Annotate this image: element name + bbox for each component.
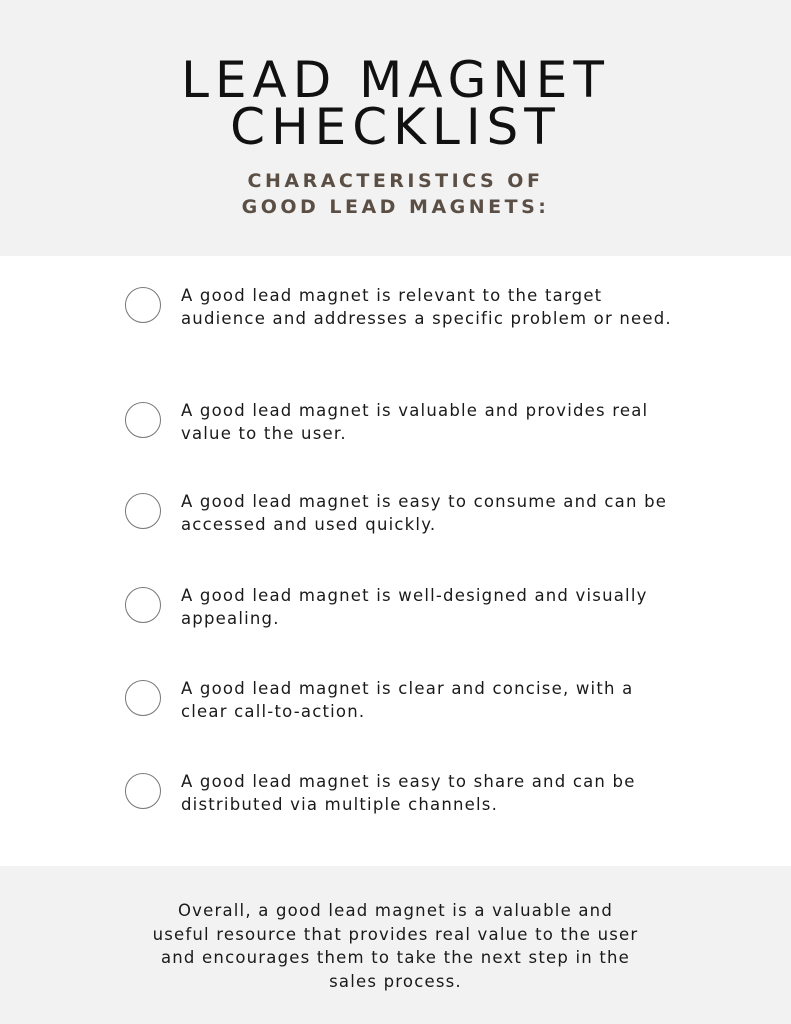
checkbox-circle[interactable] xyxy=(125,773,161,809)
checkbox-circle[interactable] xyxy=(125,402,161,438)
page-title-line-1: LEAD MAGNET xyxy=(181,51,610,109)
header-band xyxy=(0,0,791,256)
checklist-item-text: A good lead magnet is easy to share and can be distributed via multiple channels. xyxy=(181,772,636,814)
checklist-item-text: A good lead magnet is easy to consume and can be accessed and used quickly. xyxy=(181,492,668,534)
footer-band xyxy=(0,866,791,1024)
checklist-item-text: A good lead magnet is relevant to the target audience and addresses a specific problem or need. xyxy=(181,286,672,328)
checklist-item-text: A good lead magnet is well-designed and visually appealing. xyxy=(181,586,648,628)
subtitle-line-2: GOOD LEAD MAGNETS: xyxy=(241,196,550,218)
checklist-item-text: A good lead magnet is valuable and provides real value to the user. xyxy=(181,401,649,443)
checkbox-circle[interactable] xyxy=(125,680,161,716)
checkbox-circle[interactable] xyxy=(125,493,161,529)
checkbox-circle[interactable] xyxy=(125,587,161,623)
checklist-item-text: A good lead magnet is clear and concise, with a clear call-to-action. xyxy=(181,679,634,721)
checklist xyxy=(0,256,791,866)
summary-text: Overall, a good lead magnet is a valuable and useful resource that provides real value to the user and encourages them to take the next step in the sales process. xyxy=(152,901,639,991)
subtitle-line-1: CHARACTERISTICS OF xyxy=(247,170,544,192)
page-title-line-2: CHECKLIST xyxy=(230,98,561,156)
checkbox-circle[interactable] xyxy=(125,287,161,323)
